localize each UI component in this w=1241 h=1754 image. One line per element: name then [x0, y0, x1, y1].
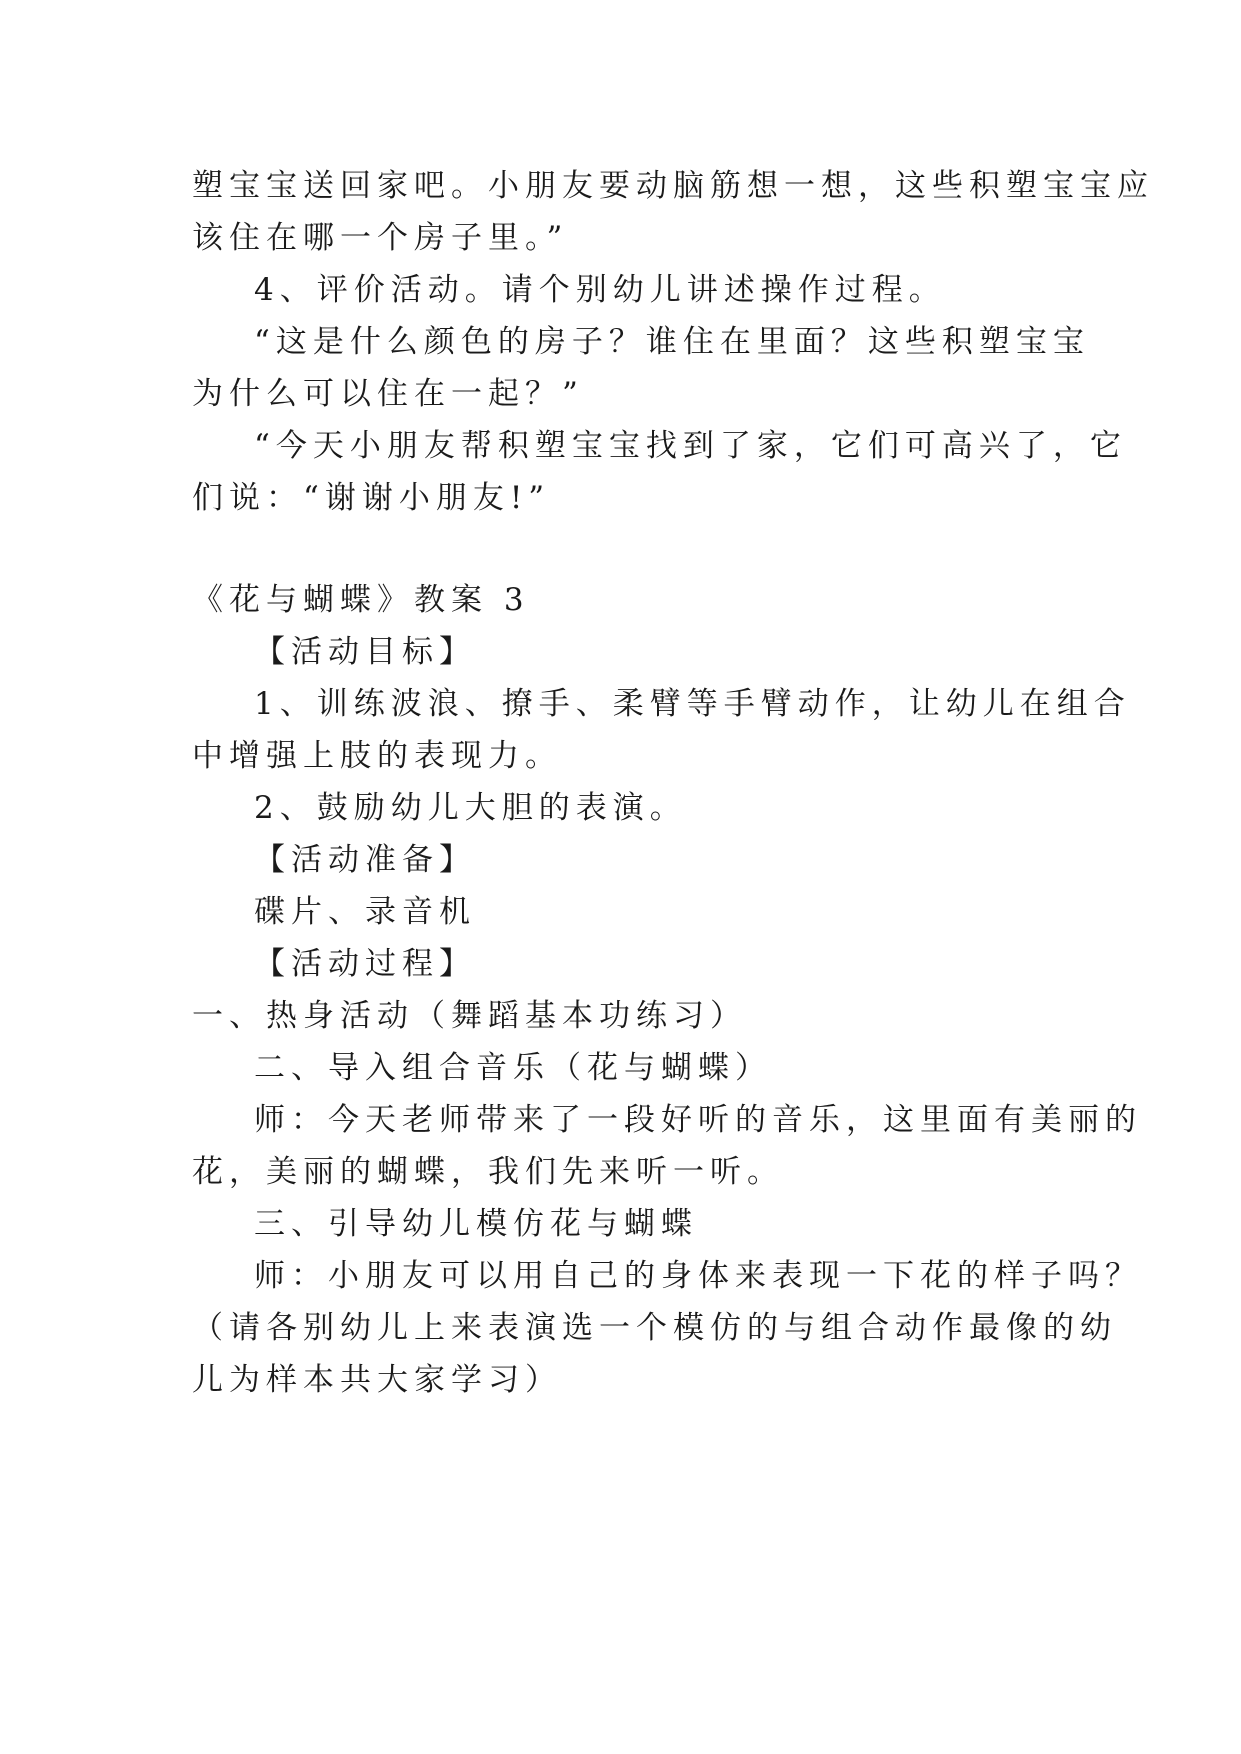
paragraph-line: 4、评价活动。请个别幼儿讲述操作过程。	[254, 272, 946, 308]
section-heading: 【活动准备】	[254, 842, 476, 878]
paragraph-line: 师：小朋友可以用自己的身体来表现一下花的样子吗？	[254, 1258, 1142, 1294]
paragraph-line: 该住在哪一个房子里。”	[192, 220, 569, 256]
paragraph-line: 塑宝宝送回家吧。小朋友要动脑筋想一想，这些积塑宝宝应	[192, 168, 1154, 204]
paragraph-line: 师：今天老师带来了一段好听的音乐，这里面有美丽的	[254, 1102, 1142, 1138]
paragraph-line: 1、训练波浪、撩手、柔臂等手臂动作，让幼儿在组合	[254, 686, 1131, 722]
paragraph-line: 二、导入组合音乐（花与蝴蝶）	[254, 1050, 772, 1086]
paragraph-line: （请各别幼儿上来表演选一个模仿的与组合动作最像的幼	[192, 1310, 1117, 1346]
paragraph-line: 为什么可以住在一起？”	[192, 376, 584, 412]
paragraph-line: 儿为样本共大家学习）	[192, 1362, 562, 1398]
section-title: 《花与蝴蝶》教案 3	[192, 582, 530, 618]
paragraph-line: 一、热身活动（舞蹈基本功练习）	[192, 998, 747, 1034]
paragraph-line: 们说：“谢谢小朋友!”	[192, 480, 551, 516]
paragraph-line: 花，美丽的蝴蝶，我们先来听一听。	[192, 1154, 784, 1190]
paragraph-line: “这是什么颜色的房子？谁住在里面？这些积塑宝宝	[254, 324, 1090, 360]
paragraph-line: 2、鼓励幼儿大胆的表演。	[254, 790, 687, 826]
paragraph-line: 三、引导幼儿模仿花与蝴蝶	[254, 1206, 698, 1242]
paragraph-line: 中增强上肢的表现力。	[192, 738, 562, 774]
paragraph-line: “今天小朋友帮积塑宝宝找到了家，它们可高兴了，它	[254, 428, 1127, 464]
paragraph-line: 碟片、录音机	[254, 894, 476, 930]
section-heading: 【活动目标】	[254, 634, 476, 670]
section-heading: 【活动过程】	[254, 946, 476, 982]
